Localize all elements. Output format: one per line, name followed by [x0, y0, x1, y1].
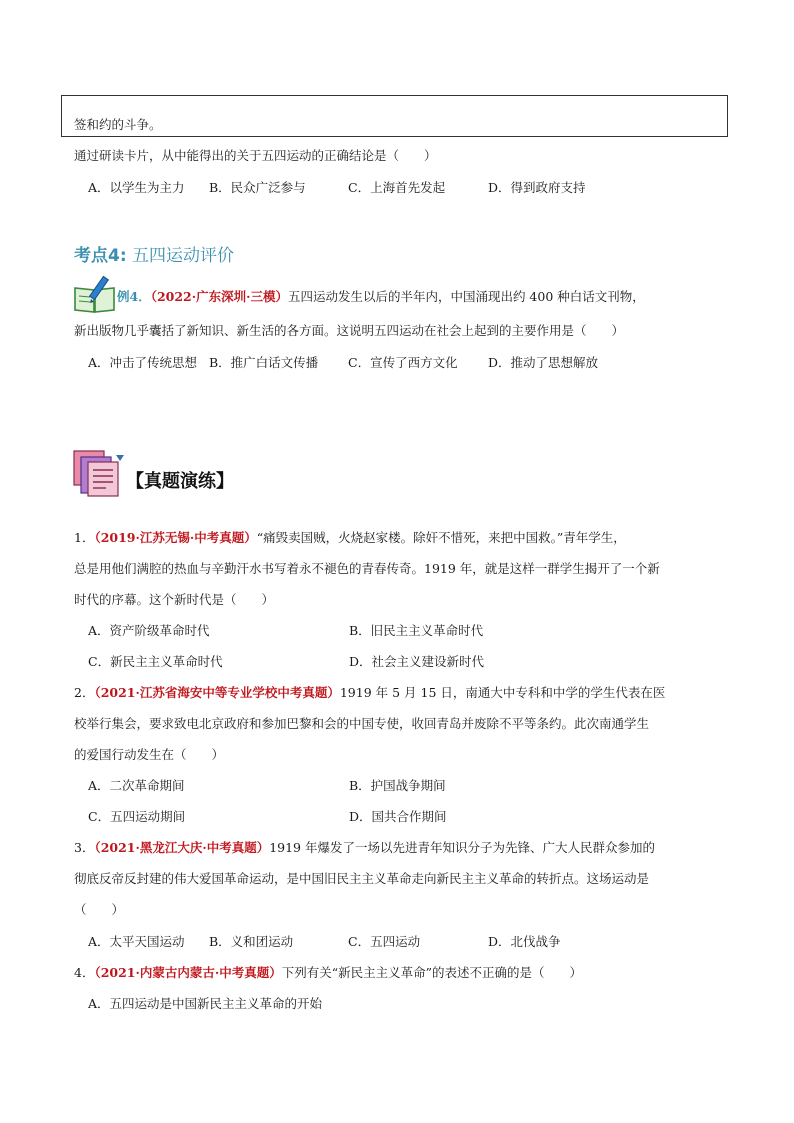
question-4-line-1 [74, 963, 582, 981]
option-c: C．五四运动 [348, 934, 421, 949]
kaodian-title: 五四运动评价 [132, 246, 235, 266]
section-heading-kaodian4 [74, 241, 234, 266]
option-a: A．二次革命期间 [88, 778, 185, 793]
example-line-1 [117, 287, 645, 305]
question-number: 4． [74, 965, 95, 980]
question-number: 3． [74, 840, 95, 855]
option-d: D．推动了思想解放 [488, 355, 599, 370]
question-2-line-1 [74, 683, 665, 701]
option-c: C．上海首先发起 [348, 180, 446, 195]
question-2-line-2: 校举行集会，要求致电北京政府和参加巴黎和会的中国专使，收回青岛并废除不平等条约。此次南通学生 [74, 716, 650, 731]
question-stem: 1919 年爆发了一场以先进青年知识分子为先锋、广大人民群众参加的 [269, 840, 655, 855]
question-1-line-1 [74, 528, 626, 546]
question-source: （2021·江苏省海安中等专业学校中考真题） [94, 685, 340, 700]
option-d: D．社会主义建设新时代 [349, 654, 485, 669]
reading-card-text: 签和约的斗争。 [74, 117, 162, 132]
option-b: B．推广白话文传播 [209, 355, 319, 370]
open-book-pencil-icon [72, 274, 118, 314]
question-1-line-3: 时代的序幕。这个新时代是（ ） [74, 592, 275, 607]
option-a: A．太平天国运动 [88, 934, 185, 949]
question-number: 1． [74, 530, 95, 545]
question-stem: 通过研读卡片，从中能得出的关于五四运动的正确结论是（ ） [74, 148, 437, 163]
section-title: 【真题演练】 [126, 471, 234, 492]
question-stem: 下列有关“新民主主义革命”的表述不正确的是（ ） [281, 965, 582, 980]
option-a: A．五四运动是中国新民主主义革命的开始 [88, 996, 323, 1011]
document-stack-icon [72, 447, 126, 499]
option-c: C．五四运动期间 [88, 809, 186, 824]
option-b: B．义和团运动 [209, 934, 294, 949]
option-d: D．得到政府支持 [488, 180, 586, 195]
example-stem-2: 新出版物几乎囊括了新知识、新生活的各方面。这说明五四运动在社会上起到的主要作用是（ ） [74, 323, 625, 338]
option-a: A．以学生为主力 [88, 180, 185, 195]
option-d: D．国共合作期间 [349, 809, 447, 824]
question-3-line-1 [74, 838, 655, 856]
option-a: A．资产阶级革命时代 [88, 623, 210, 638]
option-b: B．护国战争期间 [349, 778, 446, 793]
question-3-line-2: 彻底反帝反封建的伟大爱国革命运动，是中国旧民主主义革命走向新民主主义革命的转折点。这场运动是 [74, 871, 650, 886]
question-stem: 1919 年 5 月 15 日，南通大中专科和中学的学生代表在医 [339, 685, 666, 700]
option-b: B．旧民主主义革命时代 [349, 623, 484, 638]
question-source: （2021·黑龙江大庆·中考真题） [94, 840, 270, 855]
example-source: （2022·广东深圳·三模） [150, 289, 288, 304]
question-number: 2． [74, 685, 95, 700]
reading-card-box [61, 95, 728, 137]
question-3-line-3: （ ） [74, 902, 125, 917]
example-stem-1: 五四运动发生以后的半年内，中国涌现出约 400 种白话文刊物， [287, 289, 645, 304]
option-c: C．新民主主义革命时代 [88, 654, 223, 669]
option-a: A．冲击了传统思想 [88, 355, 198, 370]
question-source: （2019·江苏无锡·中考真题） [94, 530, 257, 545]
option-b: B．民众广泛参与 [209, 180, 306, 195]
kaodian-prefix: 考点4: [74, 246, 127, 266]
example-label: 例4． [117, 289, 151, 304]
question-source: （2021·内蒙古内蒙古·中考真题） [94, 965, 282, 980]
option-c: C．宣传了西方文化 [348, 355, 458, 370]
question-1-line-2: 总是用他们满腔的热血与辛勤汗水书写着永不褪色的青春传奇。1919 年，就是这样一群学生揭开了一个新 [74, 561, 660, 576]
option-d: D．北伐战争 [488, 934, 561, 949]
question-stem: “痛毁卖国贼，火烧赵家楼。除奸不惜死，来把中国救。”青年学生， [256, 530, 626, 545]
question-2-line-3: 的爱国行动发生在（ ） [74, 747, 225, 762]
